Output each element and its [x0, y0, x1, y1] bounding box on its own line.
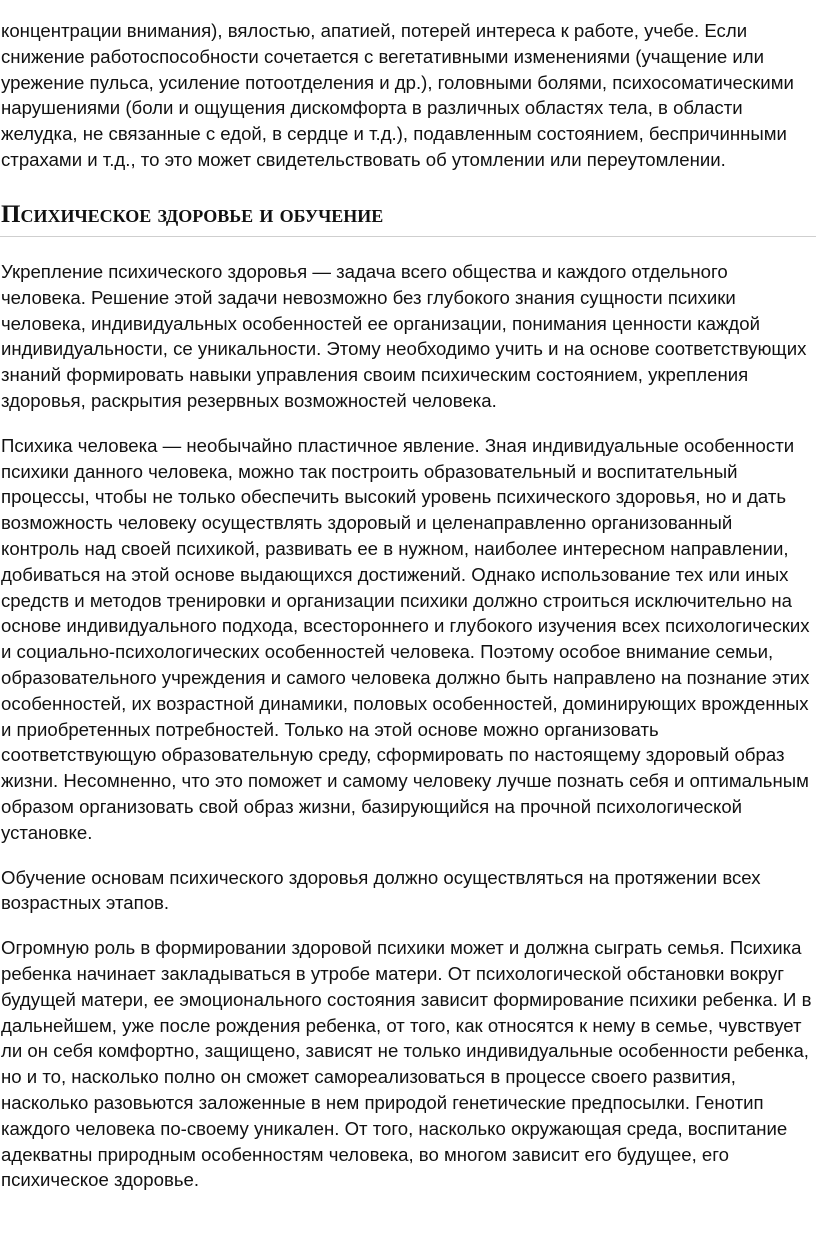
section-heading: Психическое здоровье и обучение — [0, 200, 816, 237]
paragraph: Психика человека — необычайно пластичное явление. Зная индивидуальные особенности психики данного человека, можно так построить образовательный и воспитательный процессы, чтобы не только обеспечить высокий уровень психического здоровья, но и дать возможность человеку осуществлять здоровый и целенаправленно организованный контроль над своей психикой, развивать ее в нужном, наиболее интересном направлении, добиваться на этой основе выдающихся достижений. Однако использование тех или иных средств и методов тренировки и организации психики должно строиться исключительно на основе индивидуального подхода, всестороннего и глубокого изучения всех психологических и социально-психологических особенностей человека. Поэтому особое внимание семьи, образовательного учреждения и самого человека должно быть направлено на познание этих особенностей, их возрастной динамики, половых особенностей, доминирующих врожденных и приобретенных потребностей. Только на этой основе можно организовать соответствующую образовательную среду, сформировать по настоящему здоровый образ жизни. Несомненно, что это поможет и самому человеку лучше познать себя и оптимальным образом организовать свой образ жизни, базирующийся на прочной психологической установке. — [1, 434, 810, 843]
section-body — [0, 259, 816, 1212]
intro-section — [0, 18, 816, 173]
section-header — [0, 200, 816, 237]
intro-paragraph: концентрации внимания), вялостью, апатией, потерей интереса к работе, учебе. Если снижение работоспособности сочетается с вегетативными изменениями (учащение или урежение пульса, усиление потоотделения и др.), головными болями, психосоматическими нарушениями (боли и ощущения дискомфорта в различных областях тела, в области желудка, не связанные с едой, в сердце и т.д.), подавленным состоянием, беспричинными страхами и т.д., то это может свидетельствовать об утомлении или переутомлении. — [1, 20, 794, 170]
paragraph: Укрепление психического здоровья — задача всего общества и каждого отдельного человека. Решение этой задачи невозможно без глубокого знания сущности психики человека, индивидуальных особенностей ее организации, понимания ценности каждой индивидуальности, се уникальности. Этому необходимо учить и на основе соответствующих знаний формировать навыки управления своим психическим состоянием, укрепления здоровья, раскрытия резервных возможностей человека. — [1, 261, 807, 411]
paragraph: Огромную роль в формировании здоровой психики может и должна сыграть семья. Психика ребенка начинает закладываться в утробе матери. От психологической обстановки вокруг будущей матери, ее эмоционального состояния зависит формирование психики ребенка. И в дальнейшем, уже после рождения ребенка, от того, как относятся к нему в семье, чувствует ли он себя комфортно, защищено, зависят не только индивидуальные особенности ребенка, но и то, насколько полно он сможет самореализоваться в процессе своего развития, насколько разовьются заложенные в нем природой генетические предпосылки. Генотип каждого человека по-своему уникален. От того, насколько окружающая среда, воспитание адекватны природным особенностям человека, во многом зависит его будущее, его психическое здоровье. — [1, 937, 812, 1191]
paragraph: Обучение основам психического здоровья должно осуществляться на протяжении всех возрастных этапов. — [1, 866, 761, 914]
